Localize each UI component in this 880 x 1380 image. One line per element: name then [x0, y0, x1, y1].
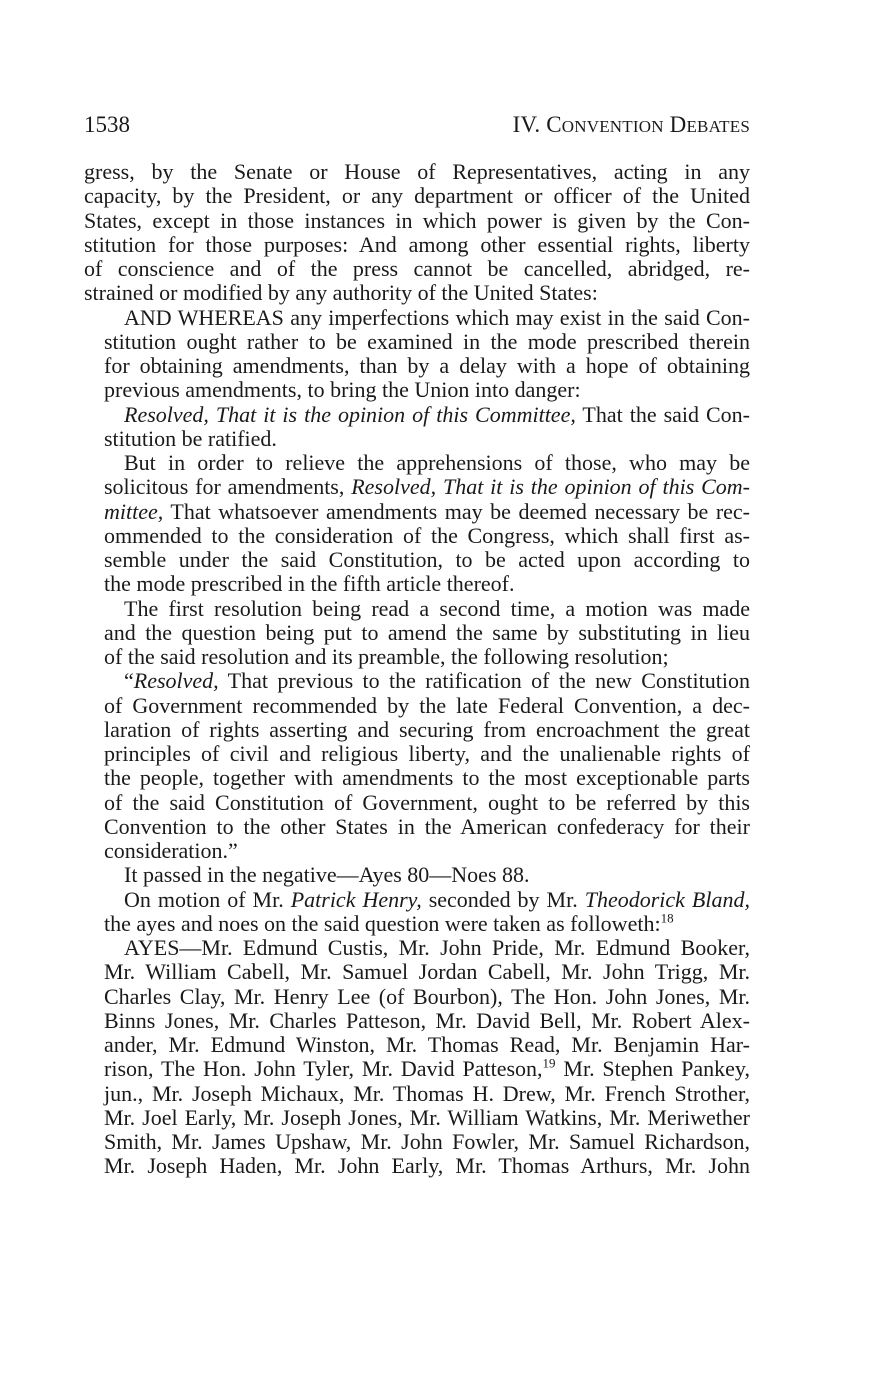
text-line	[84, 936, 750, 960]
text-run: of conscience and of the press cannot be cancelled, abridged, re-	[84, 256, 750, 281]
text-line	[84, 791, 750, 815]
text-run: seconded by Mr.	[421, 886, 585, 912]
page-number: 1538	[84, 112, 130, 137]
text-line	[84, 257, 750, 281]
text-line	[84, 1154, 750, 1178]
text-run: States, except in those instances in which power is given by the Con-	[84, 207, 750, 233]
text-run: gress, by the Senate or House of Representatives, acting in any	[84, 159, 750, 184]
text-line	[84, 1082, 750, 1106]
text-line	[84, 1009, 750, 1033]
text-run: “	[124, 668, 134, 694]
text-line	[84, 694, 750, 718]
text-line	[84, 815, 750, 839]
text-line	[84, 960, 750, 984]
text-run: Mr. Joseph Haden, Mr. John Early, Mr. Thomas Arthurs, Mr. John	[104, 1153, 750, 1179]
paragraph-p2	[84, 306, 750, 403]
text-run: rison, The Hon. John Tyler, Mr. David Patteson,	[104, 1056, 543, 1082]
footnote-ref: 19	[542, 1055, 556, 1071]
text-run: Smith, Mr. James Upshaw, Mr. John Fowler, Mr. Samuel Richardson,	[104, 1129, 750, 1154]
text-run: It passed in the negative—Ayes 80—Noes 88.	[124, 862, 530, 888]
italic-text: Resolved,	[133, 668, 219, 694]
text-line	[84, 548, 750, 572]
italic-text: mittee,	[104, 498, 164, 524]
text-line	[84, 233, 750, 257]
section-word-2: DEBATES	[669, 112, 750, 137]
text-run: jun., Mr. Joseph Michaux, Mr. Thomas H. Drew, Mr. French Strother,	[104, 1080, 750, 1106]
text-line	[84, 330, 750, 354]
text-run: capacity, by the President, or any department or officer of the United	[84, 183, 750, 209]
body-text	[84, 160, 750, 1179]
text-run: On motion of Mr.	[124, 886, 291, 912]
text-line	[84, 209, 750, 233]
text-line	[84, 451, 750, 475]
text-line	[84, 160, 750, 184]
text-run: consideration.”	[104, 838, 238, 863]
text-line	[84, 500, 750, 524]
text-run: semble under the said Constitution, to be acted upon according to	[104, 547, 750, 572]
paragraph-p6	[84, 669, 750, 863]
text-run: the ayes and noes on the said question were taken as followeth:	[104, 910, 661, 936]
text-run: the mode prescribed in the fifth article thereof.	[104, 571, 515, 597]
text-line	[84, 475, 750, 499]
section-word-1: CONVENTION	[546, 112, 664, 137]
text-run: stitution for those purposes: And among other essential rights, liberty	[84, 231, 750, 257]
text-run: stitution be ratified.	[104, 425, 277, 451]
text-run: Mr. Stephen Pankey,	[555, 1056, 750, 1082]
text-run: AYES—Mr. Edmund Custis, Mr. John Pride, Mr. Edmund Booker,	[124, 935, 750, 960]
text-line	[84, 669, 750, 693]
text-line	[84, 378, 750, 402]
text-line	[84, 597, 750, 621]
text-run: and the question being put to amend the same by substituting in lieu	[104, 619, 750, 645]
text-run: the people, together with amendments to the most exceptionable parts	[104, 765, 750, 791]
text-line	[84, 839, 750, 863]
text-line	[84, 863, 750, 887]
paragraph-p4	[84, 451, 750, 597]
paragraph-p9	[84, 936, 750, 1179]
text-line	[84, 1057, 750, 1081]
text-run: ommended to the consideration of the Congress, which shall first as-	[104, 522, 750, 548]
text-run: That previous to the ratification of the new Constitution	[218, 668, 750, 694]
text-run: previous amendments, to bring the Union into danger:	[104, 377, 581, 403]
text-line	[84, 572, 750, 596]
text-run: laration of rights asserting and securing from encroachment the great	[104, 716, 750, 742]
text-run: for obtaining amendments, than by a delay with a hope of obtaining	[104, 353, 750, 378]
text-run: Convention to the other States in the American confederacy for their	[104, 813, 750, 839]
italic-text: Patrick Henry,	[290, 886, 422, 912]
section-title	[513, 108, 750, 144]
text-run: of Government recommended by the late Federal Convention, a dec-	[104, 692, 750, 718]
text-run: Mr. William Cabell, Mr. Samuel Jordan Cabell, Mr. John Trigg, Mr.	[104, 959, 750, 985]
paragraph-p3	[84, 403, 750, 452]
text-run: Mr. Joel Early, Mr. Joseph Jones, Mr. William Watkins, Mr. Meriwether	[104, 1104, 750, 1130]
paragraph-p7	[84, 863, 750, 887]
text-line	[84, 621, 750, 645]
text-line	[84, 1130, 750, 1154]
paragraph-p5	[84, 597, 750, 670]
text-run: But in order to relieve the apprehensions of those, who may be	[124, 450, 750, 475]
text-line	[84, 742, 750, 766]
text-run: strained or modified by any authority of the United States:	[84, 280, 598, 306]
paragraph-p1	[84, 160, 750, 306]
text-line	[84, 184, 750, 208]
text-line	[84, 524, 750, 548]
text-run: of the said resolution and its preamble, the following resolution;	[104, 644, 669, 669]
text-run: That whatsoever amendments may be deemed necessary be rec-	[163, 498, 750, 524]
text-line	[84, 888, 750, 912]
text-run: That the said Con-	[575, 401, 751, 427]
italic-text: Resolved, That it is the opinion of this Com-	[351, 474, 750, 500]
text-run: AND WHEREAS any imperfections which may exist in the said Con-	[124, 304, 750, 330]
text-line	[84, 1033, 750, 1057]
text-run: of the said Constitution of Government, ought to be referred by this	[104, 789, 750, 815]
paragraph-p8	[84, 888, 750, 937]
italic-text: Resolved, That it is the opinion of this Committee,	[124, 401, 576, 427]
running-head	[84, 108, 750, 142]
text-line	[84, 718, 750, 742]
text-line	[84, 1106, 750, 1130]
text-run: Charles Clay, Mr. Henry Lee (of Bourbon), The Hon. John Jones, Mr.	[104, 983, 750, 1009]
text-line	[84, 427, 750, 451]
text-run: solicitous for amendments,	[104, 474, 352, 500]
section-roman: IV.	[512, 112, 541, 137]
text-line	[84, 281, 750, 305]
text-line	[84, 645, 750, 669]
text-run: ander, Mr. Edmund Winston, Mr. Thomas Read, Mr. Benjamin Har-	[104, 1032, 750, 1057]
footnote-ref: 18	[660, 910, 674, 926]
text-run: The first resolution being read a second time, a motion was made	[124, 595, 750, 621]
text-line	[84, 766, 750, 790]
text-line	[84, 306, 750, 330]
text-line	[84, 403, 750, 427]
italic-text: Theodorick Bland,	[584, 886, 750, 912]
text-line	[84, 985, 750, 1009]
text-run: stitution ought rather to be examined in the mode prescribed therein	[104, 328, 750, 354]
text-line	[84, 912, 750, 936]
text-run: Binns Jones, Mr. Charles Patteson, Mr. David Bell, Mr. Robert Alex-	[104, 1007, 750, 1033]
text-run: principles of civil and religious liberty, and the unalienable rights of	[104, 741, 750, 766]
text-line	[84, 354, 750, 378]
